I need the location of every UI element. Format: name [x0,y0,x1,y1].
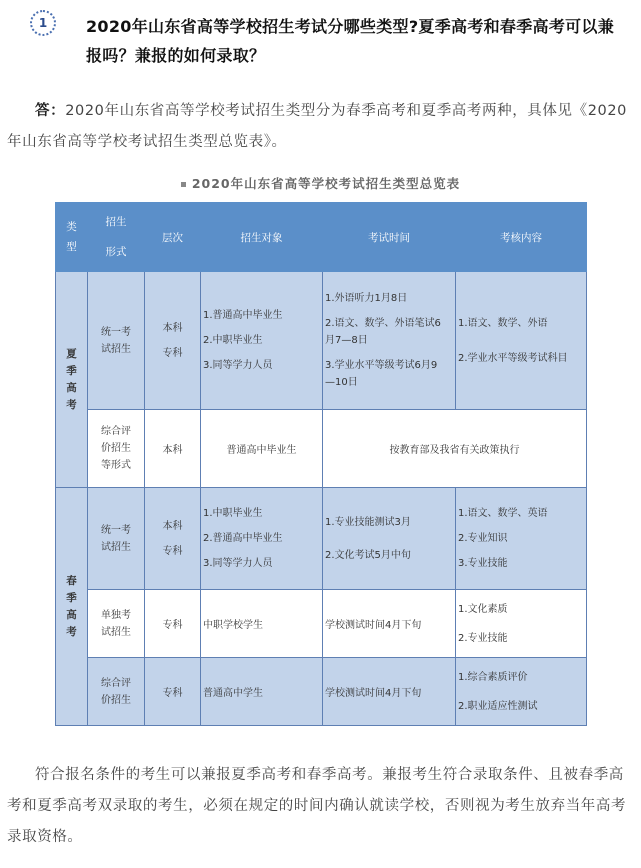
time-line: 3.学业水平等级考试6月9 [325,360,438,371]
table-caption [0,174,641,192]
header-form-gap [89,232,143,242]
level-cell: 专科 [145,590,201,658]
header-target: 招生对象 [201,203,323,272]
form-line: 试招生 [101,343,131,355]
form-cell [88,590,145,658]
target-cell: 普通高中学生 [201,658,323,726]
answer-paragraph [7,96,629,158]
question-title: 2020年山东省高等学校招生考试分哪些类型?夏季高考和春季高考可以兼报吗？兼报的如何录取？ [86,17,615,65]
type-cell-summer [56,272,88,488]
level-line: 本科 [162,520,183,532]
time-line: 2.语文、数学、外语笔试6 [325,318,441,329]
level-cell [145,272,201,410]
type-char: 春 [66,574,77,587]
target-cell: 普通高中毕业生 [201,410,323,488]
header-content: 考核内容 [456,203,587,272]
form-line: 综合评 [101,677,131,689]
target-line: 1.中职毕业生 [203,508,263,519]
content-line: 2.专业技能 [458,632,508,644]
answer-text: 2020年山东省高等学校考试招生类型分为春季高考和夏季高考两种，具体见《2020年山东省高等学校考试招生类型总览表》。 [7,103,628,150]
footer-paragraph: 符合报名条件的考生可以兼报夏季高考和春季高考。兼报考生符合录取条件、且被春季高考和夏季高考双录取的考生，必须在规定的时间内确认就读学校，否则视为考生放弃当年高考录取资格。 [7,767,627,845]
time-cell: 学校测试时间4月下旬 [323,590,456,658]
question-number-badge: 1 [30,10,56,36]
target-cell: 中职学校学生 [201,590,323,658]
type-char: 高 [66,381,77,394]
table-row [56,410,587,488]
content-cell [456,658,587,726]
content-line: 2.职业适应性测试 [458,700,538,712]
form-line: 价招生 [101,694,131,706]
type-char: 考 [66,625,77,638]
table-row [56,590,587,658]
header-level: 层次 [145,203,201,272]
target-line: 3.同等学力人员 [203,558,273,569]
content-line: 1.综合素质评价 [458,671,528,683]
content-line: 1.语文、数学、英语 [458,508,548,519]
content-line: 3.专业技能 [458,558,508,569]
type-char: 高 [66,608,77,621]
form-line: 统一考 [101,326,131,338]
content-cell [456,590,587,658]
time-line: 1.专业技能测试3月 [325,516,411,528]
header-type-line: 型 [66,241,77,253]
content-line: 1.语文、数学、外语 [458,317,548,329]
level-line: 专科 [162,545,183,557]
time-cell: 学校测试时间4月下旬 [323,658,456,726]
admission-types-table [55,202,587,726]
answer-label: 答： [35,103,66,119]
form-cell [88,488,145,590]
table-row [56,658,587,726]
caption-bullet-icon [181,182,186,187]
form-cell [88,658,145,726]
content-cell [456,488,587,590]
target-line: 2.普通高中毕业生 [203,533,283,544]
target-cell [201,488,323,590]
form-cell [88,410,145,488]
content-line: 2.学业水平等级考试科目 [458,352,568,364]
target-line: 2.中职毕业生 [203,335,263,346]
table-row [56,488,587,590]
level-line: 专科 [162,347,183,359]
header-type [56,203,88,272]
time-line: —10日 [325,377,358,388]
header-time: 考试时间 [323,203,456,272]
form-line: 试招生 [101,541,131,553]
type-char: 考 [66,398,77,411]
header-type-line: 类 [66,221,77,233]
form-line: 试招生 [101,626,131,638]
header-form-line: 招生 [105,216,127,228]
time-cell [323,272,456,410]
level-cell [145,488,201,590]
time-cell [323,488,456,590]
table-caption-text: 2020年山东省高等学校考试招生类型总览表 [191,176,461,191]
content-cell [456,272,587,410]
form-line: 等形式 [101,460,131,471]
form-line: 单独考 [101,609,131,621]
time-line: 2.文化考试5月中旬 [325,549,411,561]
level-line: 本科 [162,322,183,334]
type-cell-spring [56,488,88,726]
policy-merged-cell: 按教育部及我省有关政策执行 [323,410,587,488]
form-line: 综合评 [101,426,131,437]
target-line: 1.普通高中毕业生 [203,310,283,321]
target-line: 3.同等学力人员 [203,360,273,371]
level-cell: 本科 [145,410,201,488]
content-line: 2.专业知识 [458,533,508,544]
target-cell [201,272,323,410]
table-row [56,272,587,410]
header-form [88,203,145,272]
form-line: 价招生 [101,443,131,454]
type-char: 夏 [66,347,77,360]
time-line: 1.外语听力1月8日 [325,293,408,304]
form-line: 统一考 [101,524,131,536]
type-char: 季 [66,364,77,377]
header-form-line: 形式 [105,246,127,258]
form-cell [88,272,145,410]
level-cell: 专科 [145,658,201,726]
content-line: 1.文化素质 [458,603,508,615]
type-char: 季 [66,591,77,604]
table-header-row [56,203,587,272]
time-line: 月7—8日 [325,335,368,346]
